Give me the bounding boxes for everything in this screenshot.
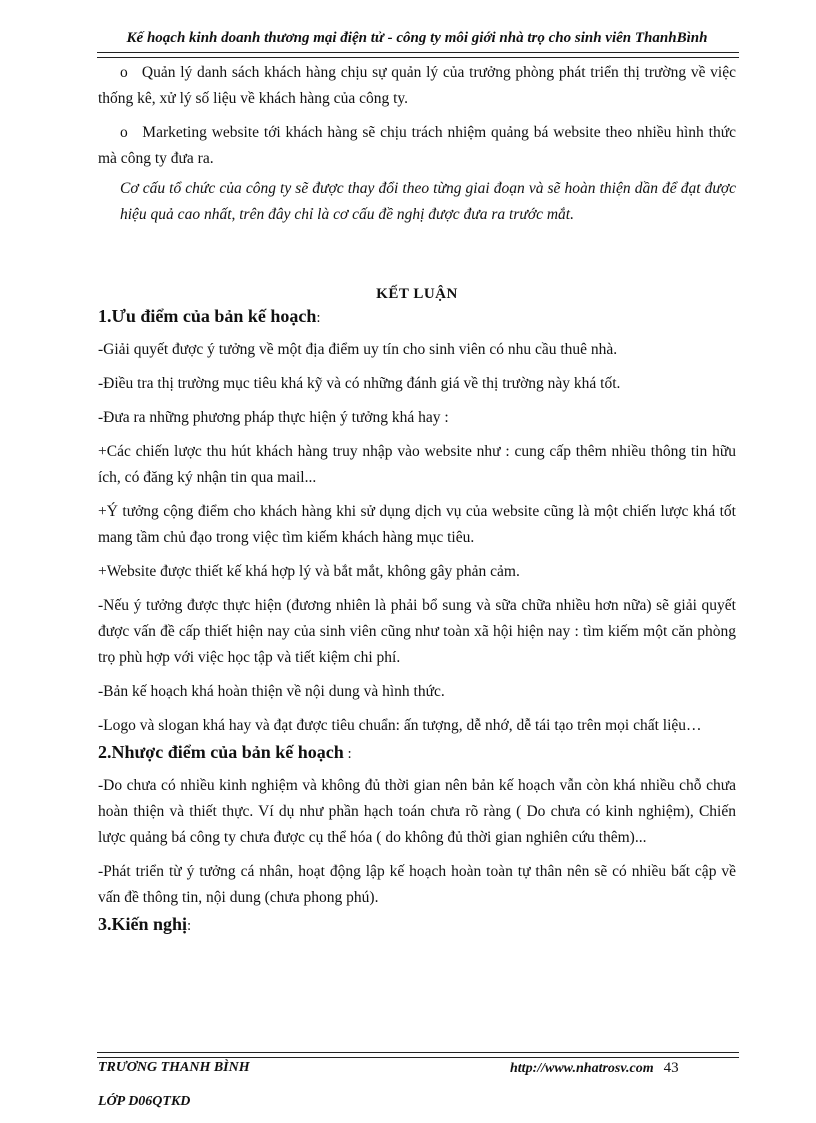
section2-heading [98,739,736,767]
footer-divider [97,1052,739,1058]
section2-heading-suffix: : [343,746,352,762]
intro-bullet-2-text: Marketing website tới khách hàng sẽ chịu trách nhiệm quảng bá website theo nhiều hình thức mà công ty đưa ra. [98,124,736,167]
header-divider [97,52,739,58]
list-item: -Đưa ra những phương pháp thực hiện ý tưởng khá hay : [98,409,449,426]
list-item: +Các chiến lược thu hút khách hàng truy nhập vào website như : cung cấp thêm nhiều thông tin hữu ích, có đăng ký nhận tin qua mail... [98,443,736,486]
section1-heading [98,303,736,331]
list-item: -Nếu ý tưởng được thực hiện (đương nhiên là phải bổ sung và sữa chữa nhiều hơn nữa) sẽ giải quyết được vấn đề cấp thiết hiện nay của sinh viên cũng như toàn xã hội hiện nay : tìm kiếm một căn phòng trọ phù hợp với việc học tập và tiết kiệm chi phí. [98,597,736,666]
list-item: -Phát triển từ ý tưởng cá nhân, hoạt động lập kế hoạch hoàn toàn tự thân nên sẽ có nhiều bất cập về vấn đề thông tin, nội dung (chưa phong phú). [98,863,736,906]
section-title: KẾT LUẬN [376,286,458,302]
list-item: -Logo và slogan khá hay và đạt được tiêu chuẩn: ấn tượng, dễ nhớ, dễ tái tạo trên mọi chất liệu… [98,717,702,734]
intro-bullet-1 [98,60,736,112]
section3-heading-suffix: : [187,918,192,934]
list-item: -Điều tra thị trường mục tiêu khá kỹ và có những đánh giá về thị trường này khá tốt. [98,375,621,392]
intro-note: Cơ cấu tổ chức của công ty sẽ được thay đổi theo từng giai đoạn và sẽ hoàn thiện dần để đạt được hiệu quả cao nhất, trên đây chỉ là cơ cấu đề nghị được đưa ra trước mắt. [120,180,736,223]
bullet-marker-icon: o [120,124,128,141]
list-item: -Giải quyết được ý tưởng về một địa điểm uy tín cho sinh viên có nhu cầu thuê nhà. [98,341,618,358]
footer-url: http://www.nhatrosv.com [510,1061,654,1076]
section1-heading-text: 1.Ưu điểm của bản kế hoạch [98,306,317,326]
list-item: -Bản kế hoạch khá hoàn thiện về nội dung và hình thức. [98,683,445,700]
page-number: 43 [663,1060,679,1076]
bullet-marker-icon: o [120,64,128,81]
section2-heading-text: 2.Nhược điểm của bản kế hoạch [98,742,344,762]
list-item: -Do chưa có nhiều kinh nghiệm và không đủ thời gian nên bản kế hoạch vẫn còn khá nhiều chỗ chưa hoàn thiện và thiết thực. Ví dụ như phần hạch toán chưa rõ ràng ( Do chưa có kinh nghiệm), Chiến lược quảng bá công ty chưa được cụ thể hóa ( do không đủ thời gian nghiên cứu thêm)... [98,777,736,846]
page-body [98,60,736,939]
list-item: +Website được thiết kế khá hợp lý và bắt mắt, không gây phản cảm. [98,563,520,580]
list-item: +Ý tưởng cộng điểm cho khách hàng khi sử dụng dịch vụ của website cũng là một chiến lược khá tốt mang tầm chủ đạo trong việc tìm kiếm khách hàng mục tiêu. [98,503,736,546]
footer-class: LỚP D06QTKD [98,1094,191,1109]
intro-bullet-1-text: Quản lý danh sách khách hàng chịu sự quản lý của trưởng phòng phát triển thị trường về việc thống kê, xử lý số liệu về khách hàng của công ty. [98,64,736,107]
section3-heading-text: 3.Kiến nghị [98,914,188,934]
footer-author: TRƯƠNG THANH BÌNH [98,1060,250,1075]
footer-meta [510,1060,679,1077]
section1-heading-suffix: : [316,310,321,326]
page-header: Kế hoạch kinh doanh thương mại điện tử - công ty môi giới nhà trọ cho sinh viên ThanhBình [126,30,708,46]
section3-heading [98,911,736,939]
intro-bullet-2 [98,120,736,172]
